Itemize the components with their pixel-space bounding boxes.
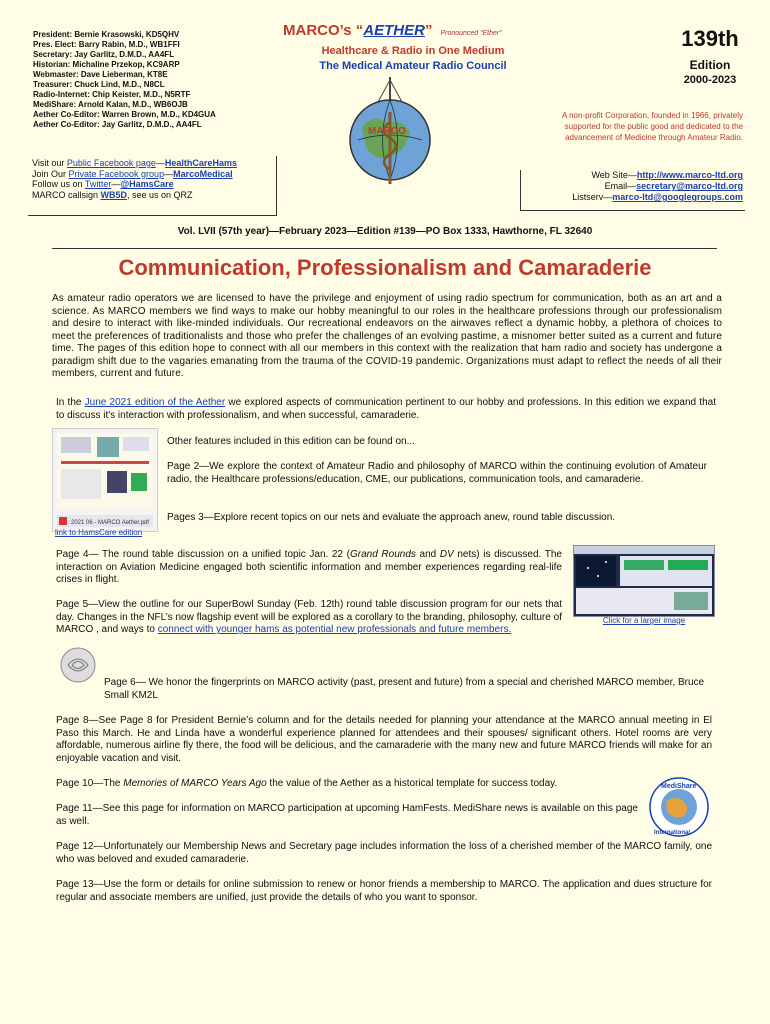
page5-summary	[56, 599, 562, 637]
net-screenshot-thumbnail[interactable]	[573, 545, 715, 617]
officer-line: Radio-Internet: Chip Keister, M.D., N5RTF	[33, 90, 191, 99]
twitter-prefix: Follow us on	[32, 179, 85, 189]
younger-hams-link[interactable]: connect with younger hams as potential new professionals and future members.	[157, 624, 512, 635]
screenshot-graphic	[574, 546, 714, 616]
page6-summary: Page 6— We honor the fingerprints on MARCO activity (past, present and future) from a special and cherished MARCO member, Bruce Small KM2L	[104, 677, 705, 701]
subtitle-council: The Medical Amateur Radio Council	[319, 60, 507, 72]
nonprofit-statement: A non-profit Corporation, founded in 1966, privately supported for the public good and dedicated to the advancement of Medicine through Amateur Radio.	[561, 111, 743, 142]
june-suffix: we explored aspects of communication pertinent to our hobby and professions. In this edition we expand that to discuss it's interaction with professionalism, and when successful, camaraderie.	[56, 397, 716, 421]
subtitle-healthcare: Healthcare & Radio in One Medium	[321, 45, 505, 57]
page12-summary: Page 12—Unfortunately our Membership News and Secretary page includes information the loss of a cherished member of the MARCO family, one who was beloved and exuded camaraderie.	[56, 841, 712, 865]
page3-summary: Pages 3—Explore recent topics on our nets and evaluate the approach anew, round table discussion.	[167, 512, 616, 523]
listserv-label: Listserv—	[572, 192, 613, 202]
pronunciation-note: Pronounced “Ether”	[440, 30, 502, 37]
officer-line: President: Bernie Krasowski, KD5QHV	[33, 30, 180, 39]
page4-text-e: nets) is discussed. The interaction on Aviation Medicine engaged both scientific information and member experiences regarding real-life crises in flight.	[56, 549, 562, 585]
officer-line: Historian: Michaline Przekop, KC9ARP	[33, 60, 180, 69]
prior-edition-thumbnail[interactable]	[52, 428, 158, 532]
globe-text: MARCO	[368, 126, 406, 137]
page10-memories: Memories of MARCO Years Ago	[123, 778, 267, 789]
callsign-prefix: MARCO callsign	[32, 189, 101, 200]
officer-line: Webmaster: Dave Lieberman, KT8E	[33, 70, 168, 79]
officer-line: Aether Co-Editor: Jay Garlitz, D.M.D., AA4FL	[33, 120, 202, 129]
fb-public-dash: —	[155, 158, 165, 168]
thumb-pdf-label: 2021 06 - MARCO Aether.pdf	[71, 520, 150, 526]
newsletter-title	[283, 22, 553, 39]
hamscare-edition-link[interactable]: link to HamsCare edition	[55, 528, 143, 537]
page8-summary: Page 8—See Page 8 for President Bernie’s column and for the details needed for planning your attendance at the MARCO annual meeting in El Paso this March. He and Linda have a wonderful experience planned for attendees and their spouses/ significant others. Hotel rooms are very affordable, numerous airline fly there, the food will be delicious, and the camaraderie with the many new and future MARCO friends will make for an enjoyable vacation and visit.	[56, 715, 712, 764]
page10-text-a: Page 10—The	[56, 778, 124, 789]
title-prefix: MARCO’s “	[283, 22, 364, 39]
twitter-dash: —	[111, 179, 121, 189]
email-label: Email—	[604, 181, 637, 191]
edition-years: 2000-2023	[683, 74, 737, 86]
headline: Communication, Professionalism and Camaraderie	[118, 255, 652, 280]
officer-line: Secretary: Jay Garlitz, D.M.D., AA4FL	[33, 50, 175, 59]
page4-summary	[56, 549, 562, 587]
fb-public-prefix: Visit our	[32, 158, 67, 168]
officer-line: Aether Co-Editor: Warren Brown, M.D., KD4GUA	[33, 110, 216, 119]
page4-grand-rounds: Grand Rounds	[350, 549, 416, 560]
larger-image-link[interactable]: Click for a larger image	[602, 616, 686, 625]
title-aether: AETHER	[363, 22, 425, 39]
contact-box	[520, 170, 745, 211]
fb-private-dash: —	[164, 168, 174, 179]
edition-box	[667, 26, 753, 86]
social-links-box	[28, 156, 277, 216]
page10-summary	[56, 778, 646, 791]
fb-public-link[interactable]: Public Facebook page	[66, 158, 156, 168]
twitter-link[interactable]: Twitter	[84, 179, 112, 189]
june-prefix: In the	[56, 397, 85, 408]
page4-dv: DV	[439, 549, 454, 560]
fb-private-name-link[interactable]: MarcoMedical	[173, 168, 233, 179]
medishare-logo	[648, 776, 710, 838]
page4-text-a: Page 4— The round table discussion on a unified topic Jan. 22 (	[56, 549, 351, 560]
officer-line: MediShare: Arnold Kalan, M.D., WB6OJB	[33, 100, 188, 109]
fb-private-link[interactable]: Private Facebook group	[68, 168, 165, 179]
website-link[interactable]: http://www.marco-ltd.org	[636, 170, 743, 180]
features-intro: Other features included in this edition can be found on...	[167, 436, 415, 447]
medishare-bottom-text: International	[654, 830, 691, 836]
fingerprint-sticker-image	[58, 645, 98, 685]
fb-public-name-link[interactable]: HealthCareHams	[164, 158, 237, 168]
divider	[52, 248, 717, 249]
web-label: Web Site—	[591, 170, 637, 180]
volume-line: Vol. LVII (57th year)—February 2023—Edition #139—PO Box 1333, Hawthorne, FL 32640	[177, 226, 593, 237]
callsign-link[interactable]: WB5D	[100, 189, 128, 200]
officers-list	[33, 30, 273, 130]
intro-paragraph: As amateur radio operators we are licensed to have the privilege and enjoyment of using radio spectrum for communication, both as an art and a science. As MARCO members we find ways to make our hobby meaningful to our roles in the healthcare professions through our professionalism and desire to interact with like-minded individuals. Our recreational endeavors on the airwaves reflect a dynamic hobby, a plethora of choices to meet the preferences of traditionalists and those who prefer the challenges of an evolving pastime, a misnomer better suited as a current and future time. The pages of this edition hope to connect with all our members in this context with the realization that ham radio and society has undergone a paradigm shift due to the vagaries emanating from the trauma of the COVID-19 pandemic. Organizations must adapt to reflect the needs of all their members, current and future.	[52, 293, 722, 379]
twitter-handle-link[interactable]: @HamsCare	[120, 179, 174, 189]
page4-text-c: and	[415, 549, 440, 560]
page11-summary: Page 11—See this page for information on MARCO participation at upcoming HamFests. MediShare news is available on this page as well.	[56, 803, 638, 827]
thumbnail-graphic	[53, 429, 157, 531]
medishare-top-text: MediShare	[661, 783, 697, 790]
email-link[interactable]: secretary@marco-ltd.org	[636, 181, 743, 191]
june-2021-link[interactable]: June 2021 edition of the Aether	[84, 397, 226, 408]
page10-text-c: the value of the Aether as a historical template for success today.	[266, 778, 558, 789]
edition-label: Edition	[689, 58, 731, 72]
page2-summary: Page 2—We explore the context of Amateur Radio and philosophy of MARCO within the continuing evolution of Amateur radio, the Healthcare professions/education, CME, our publications, communication tools, and camaraderie.	[167, 461, 707, 485]
fb-private-prefix: Join Our	[32, 168, 69, 179]
edition-number: 139th	[681, 26, 739, 51]
page13-summary: Page 13—Use the form or details for online submission to renew or honor friends a membership to MARCO. The application and dues structure for regular and associate members are unified, just provide the details of who you want to sponsor.	[56, 879, 712, 903]
listserv-link[interactable]: marco-ltd@googlegroups.com	[612, 192, 743, 202]
june-paragraph	[56, 397, 716, 422]
title-suffix: ”	[424, 22, 433, 39]
page5-text: Page 5—View the outline for our SuperBowl Sunday (Feb. 12th) round table discussion program for our nets that day. Changes in the NFL’s now flagship event will be explored as a corollary to the branding, philosophy, culture of MARCO , and ways to	[56, 599, 562, 635]
officer-line: Treasurer: Chuck Lind, M.D., N8CL	[33, 80, 165, 89]
callsign-suffix: , see us on QRZ	[127, 189, 193, 200]
marco-globe-logo	[330, 72, 450, 192]
officer-line: Pres. Elect: Barry Rabin, M.D., WB1FFI	[33, 40, 180, 49]
